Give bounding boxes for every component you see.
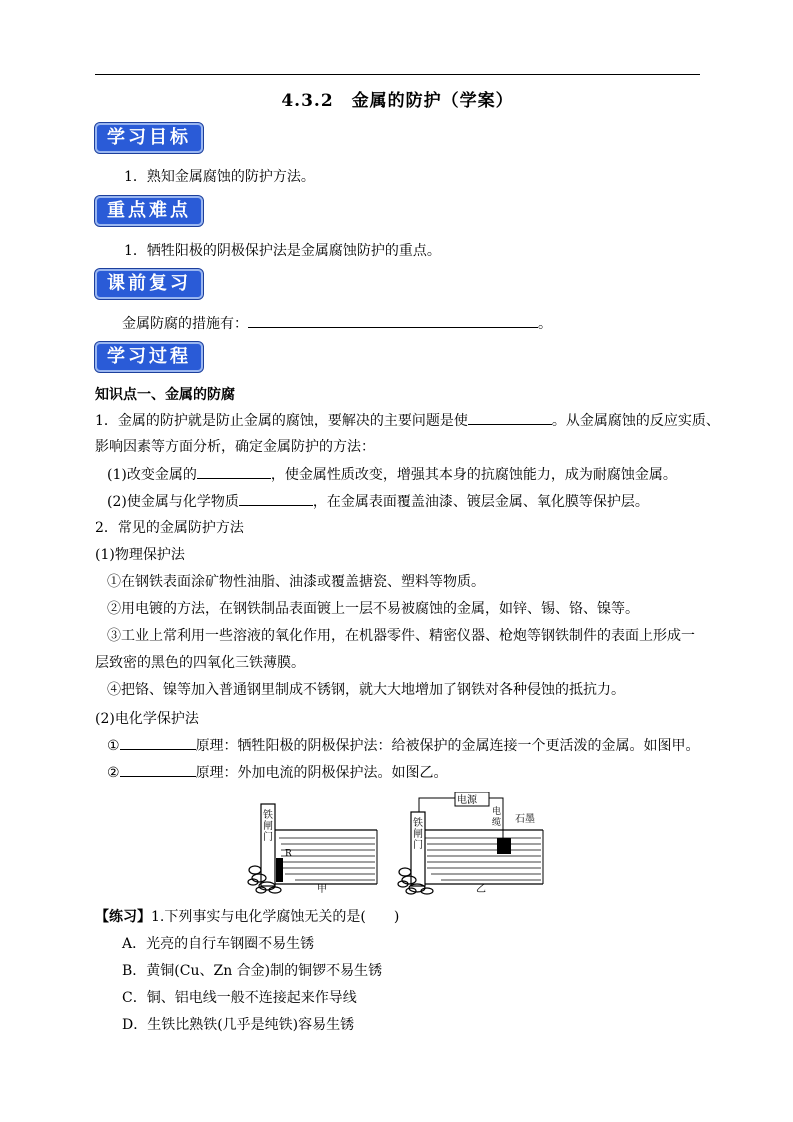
method-2 [107,491,649,511]
option-c[interactable]: C．铜、铝电线一般不连接起来作导线 [122,990,357,1006]
practice-question-text: 1.下列事实与电化学腐蚀无关的是( ) [151,909,400,925]
practice-label: 【练习】 [95,909,151,925]
option-a[interactable]: A．光亮的自行车钢圈不易生锈 [122,936,315,952]
gate-label-yi [413,816,423,851]
electrochem-item-1-num: ① [107,738,120,754]
physical-item: ④把铬、镍等加入普通钢里制成不锈钢，就大大地增加了钢铁对各种侵蚀的抵抗力。 [107,682,625,698]
goal-item: 1．熟知金属腐蚀的防护方法。 [124,169,315,185]
gate-label-char: 门 [263,832,273,843]
paragraph-1-text-b: 。从金属腐蚀的反应实质、 [551,413,720,429]
blank-method-2[interactable] [239,491,313,506]
badge-key-points: 重点难点 [95,196,203,226]
gate-label-char: 铁 [263,810,273,821]
method-1 [107,464,677,484]
blank-electrochem-1[interactable] [120,735,196,750]
paragraph-1-cont: 影响因素等方面分析，确定金属防护的方法： [95,439,375,455]
protection-diagram [245,792,549,896]
knowledge-heading: 知识点一、金属的防腐 [95,387,235,403]
method-2-text-b: ，在金属表面覆盖油漆、镀层金属、氧化膜等保护层。 [312,494,649,510]
physical-item: ②用电镀的方法，在钢铁制品表面镀上一层不易被腐蚀的金属，如锌、锡、铬、镍等。 [107,601,639,617]
power-label: 电源 [457,795,477,806]
method-1-text-a: (1)改变金属的 [107,467,197,483]
review-answer-blank[interactable] [248,313,538,328]
gate-label-jia [263,808,273,843]
badge-pre-class-review: 课前复习 [95,269,203,299]
cable-label [492,805,501,828]
electrochem-item-2-text: 原理：外加电流的阴极保护法。如图乙。 [195,765,448,781]
gate-label-char: 闸 [263,821,273,832]
review-prompt: 金属防腐的措施有： [122,316,248,332]
paragraph-1-text-a: 1．金属的防护就是防止金属的腐蚀，要解决的主要问题是使 [95,413,468,429]
gate-label-char: 铁 [413,818,423,829]
cable-label-char: 电 [492,807,502,817]
blank-method-1[interactable] [197,464,271,479]
physical-item: ①在钢铁表面涂矿物性油脂、油漆或覆盖搪瓷、塑料等物质。 [107,574,485,590]
electrochemical-protection-heading: (2)电化学保护法 [95,711,199,727]
electrochem-item-1-text: 原理：牺牲阳极的阴极保护法：给被保护的金属连接一个更活泼的金属。如图甲。 [195,738,700,754]
electrochem-item-2-num: ② [107,765,120,781]
badge-learning-goals: 学习目标 [95,123,203,153]
paragraph-1 [95,410,720,430]
electrochem-item-2 [107,762,448,782]
cable-label-char: 缆 [492,818,502,828]
physical-protection-heading: (1)物理保护法 [95,547,185,563]
gate-label-char: 门 [413,840,423,851]
caption-jia: 甲 [317,884,327,895]
physical-item: ③工业上常利用一些溶液的氧化作用，在机器零件、精密仪器、枪炮等钢铁制件的表面上形成一 [107,628,695,644]
option-b[interactable]: B．黄铜(Cu、Zn 合金)制的铜锣不易生锈 [122,963,383,979]
option-d[interactable]: D．生铁比熟铁(几乎是纯铁)容易生锈 [122,1017,355,1033]
keypoint-item: 1．牺牲阳极的阴极保护法是金属腐蚀防护的重点。 [124,243,441,259]
electrochem-item-1 [107,735,700,755]
page-title: 4.3.2 金属的防护（学案） [281,91,514,111]
header-rule [95,74,700,75]
method-1-text-b: ，使金属性质改变，增强其本身的抗腐蚀能力，成为耐腐蚀金属。 [270,467,677,483]
practice-question [95,906,399,926]
r-label: R [285,849,292,859]
caption-yi: 乙 [476,884,486,895]
badge-learning-process: 学习过程 [95,342,203,372]
blank-electrochem-2[interactable] [120,762,196,777]
paragraph-2: 2．常见的金属防护方法 [95,520,244,536]
gate-label-char: 闸 [413,829,423,840]
method-2-text-a: (2)使金属与化学物质 [107,494,239,510]
graphite-label: 石墨 [515,814,535,825]
physical-item-cont: 层致密的黑色的四氧化三铁薄膜。 [95,655,305,671]
review-question [122,313,552,333]
review-end: 。 [538,316,552,332]
blank-main-problem[interactable] [468,410,552,425]
